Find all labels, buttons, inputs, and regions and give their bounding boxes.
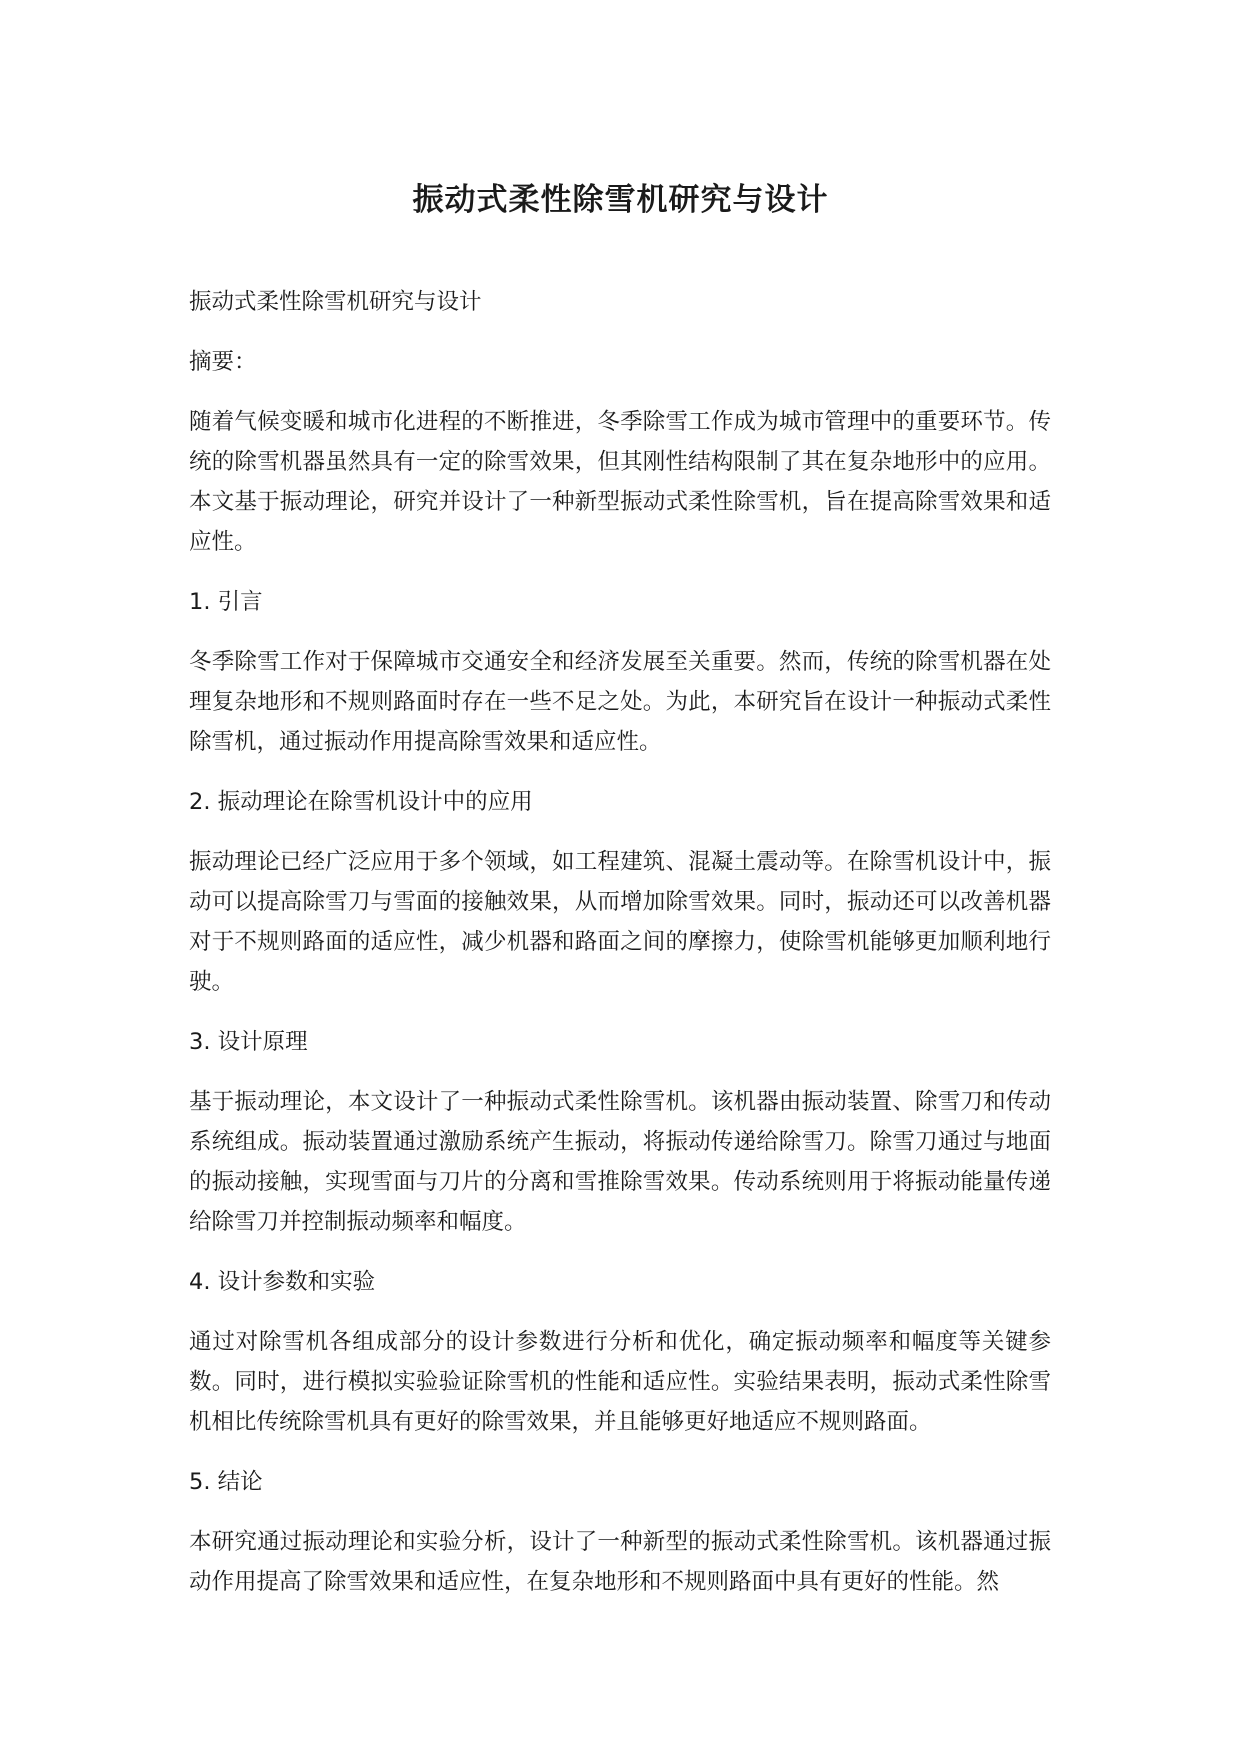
section-heading-design-principle: 3. 设计原理 (189, 1029, 308, 1055)
section-heading-parameters-experiment: 4. 设计参数和实验 (189, 1269, 376, 1295)
document-subtitle: 振动式柔性除雪机研究与设计 (189, 289, 482, 315)
section-body-introduction: 冬季除雪工作对于保障城市交通安全和经济发展至关重要。然而，传统的除雪机器在处理复杂地形和不规则路面时存在一些不足之处。为此，本研究旨在设计一种振动式柔性除雪机，通过振动作用提高除雪效果和适应性。 (189, 649, 1051, 755)
section-body-design-principle: 基于振动理论，本文设计了一种振动式柔性除雪机。该机器由振动装置、除雪刀和传动系统组成。振动装置通过激励系统产生振动，将振动传递给除雪刀。除雪刀通过与地面的振动接触，实现雪面与刀片的分离和雪推除雪效果。传动系统则用于将振动能量传递给除雪刀并控制振动频率和幅度。 (189, 1089, 1051, 1235)
section-heading-introduction: 1. 引言 (189, 589, 263, 615)
section-body-parameters-experiment: 通过对除雪机各组成部分的设计参数进行分析和优化，确定振动频率和幅度等关键参数。同时，进行模拟实验验证除雪机的性能和适应性。实验结果表明，振动式柔性除雪机相比传统除雪机具有更好的除雪效果，并且能够更好地适应不规则路面。 (189, 1329, 1051, 1435)
document-body (189, 282, 1051, 1622)
abstract-label: 摘要： (189, 349, 257, 375)
abstract-text: 随着气候变暖和城市化进程的不断推进，冬季除雪工作成为城市管理中的重要环节。传统的除雪机器虽然具有一定的除雪效果，但其刚性结构限制了其在复杂地形中的应用。本文基于振动理论，研究并设计了一种新型振动式柔性除雪机，旨在提高除雪效果和适应性。 (189, 409, 1051, 555)
document-title: 振动式柔性除雪机研究与设计 (412, 182, 829, 218)
section-body-conclusion: 本研究通过振动理论和实验分析，设计了一种新型的振动式柔性除雪机。该机器通过振动作用提高了除雪效果和适应性，在复杂地形和不规则路面中具有更好的性能。然 (189, 1529, 1051, 1595)
section-body-vibration-theory: 振动理论已经广泛应用于多个领域，如工程建筑、混凝土震动等。在除雪机设计中，振动可以提高除雪刀与雪面的接触效果，从而增加除雪效果。同时，振动还可以改善机器对于不规则路面的适应性，减少机器和路面之间的摩擦力，使除雪机能够更加顺利地行驶。 (189, 849, 1051, 995)
section-heading-vibration-theory: 2. 振动理论在除雪机设计中的应用 (189, 789, 533, 815)
section-heading-conclusion: 5. 结论 (189, 1469, 263, 1495)
